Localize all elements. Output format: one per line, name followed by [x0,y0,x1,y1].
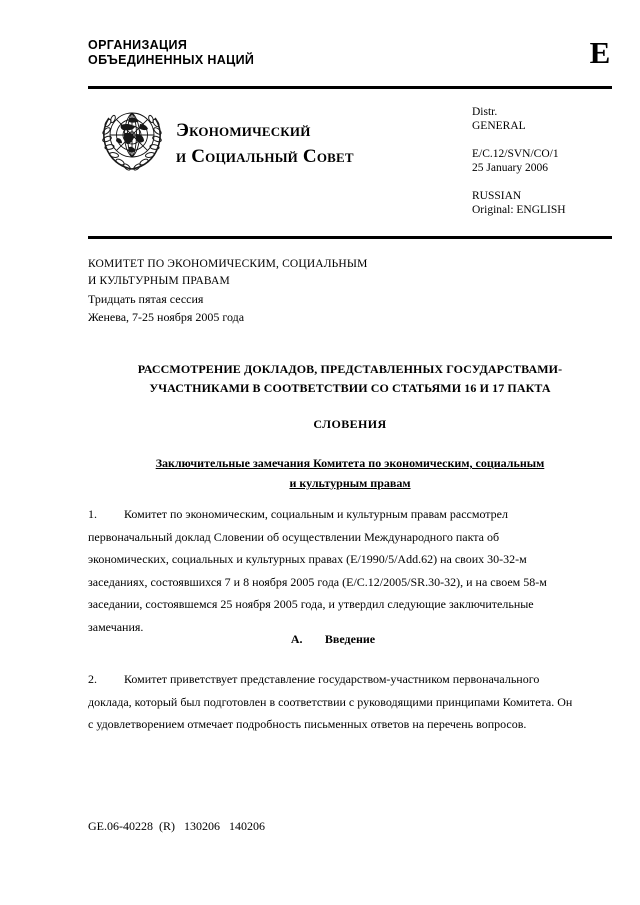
paragraph-text: Комитет приветствует представление государством-участником первоначального доклада, который был подготовлен в соответствии с руководящими принципами Комитета. Он с удовлетворением отмечает подробность письменных ответов на перечень вопросов. [88,672,573,731]
paragraph-number: 1. [88,507,97,521]
paragraph [88,503,578,638]
body-title-line-1: Экономический [176,120,311,141]
document-subtitle [88,453,612,493]
document-subtitle-line-2: и культурным правам [289,476,411,490]
document-code: E/C.12/SVN/CO/1 [472,148,559,160]
document-date: 25 January 2006 [472,162,549,174]
committee-name-line-2: И КУЛЬТУРНЫМ ПРАВАМ [88,275,230,287]
header-rule-bottom [88,236,612,239]
committee-name-line-1: КОМИТЕТ ПО ЭКОНОМИЧЕСКИМ, СОЦИАЛЬНЫМ [88,258,368,270]
page-title-line-1: РАССМОТРЕНИЕ ДОКЛАДОВ, ПРЕДСТАВЛЕННЫХ ГОСУДАРСТВАМИ- [137,362,563,376]
organization-line-2: ОБЪЕДИНЕННЫХ НАЦИЙ [88,53,255,67]
distr-value: GENERAL [472,120,526,132]
committee-session: Тридцать пятая сессия [88,292,204,306]
document-subtitle-line-1: Заключительные замечания Комитета по экономическим, социальным [155,456,545,470]
section-letter: A. [290,632,303,646]
body-title [176,118,466,170]
footer-job-number: GE.06-40228 (R) 130206 140206 [88,819,265,833]
section-heading [88,630,578,648]
distr-spacer-1 [472,133,632,147]
masthead [88,38,552,68]
document-symbol-letter: E [589,35,611,70]
distribution-block [472,105,632,217]
committee-block [88,256,528,326]
organization-line-1: ОРГАНИЗАЦИЯ [88,38,188,52]
paragraph-text: Комитет по экономическим, социальным и культурным правам рассмотрел первоначальный доклад Словении об осуществлении Международного пакта об экономических, социальных и культурных правах (E/1990/5/Add.62) на своих 30-32-м заседаниях, состоявшихся 7 и 8 ноября 2005 года (E/C.12/2005/SR.30-32), и на своем 58-м заседании, состоявшемся 25 ноября 2005 года, и утвердил следующие заключительные замечания. [88,507,547,634]
document-original-language: Original: ENGLISH [472,204,566,216]
page-title-line-2: УЧАСТНИКАМИ В СООТВЕТСТВИИ СО СТАТЬЯМИ 16 И 17 ПАКТА [149,381,551,395]
distr-spacer-2 [472,175,632,189]
header-rule-top [88,86,612,89]
country-name: СЛОВЕНИЯ [313,417,387,431]
committee-venue-dates: Женева, 7-25 ноября 2005 года [88,310,245,324]
paragraph-number: 2. [88,672,97,686]
paragraph [88,668,578,736]
document-language: RUSSIAN [472,190,522,202]
page-title [88,360,612,398]
un-emblem [96,105,168,173]
section-label: Введение [324,632,376,646]
body-title-line-2: и Социальный Совет [176,146,354,167]
distr-label: Distr. [472,106,498,118]
